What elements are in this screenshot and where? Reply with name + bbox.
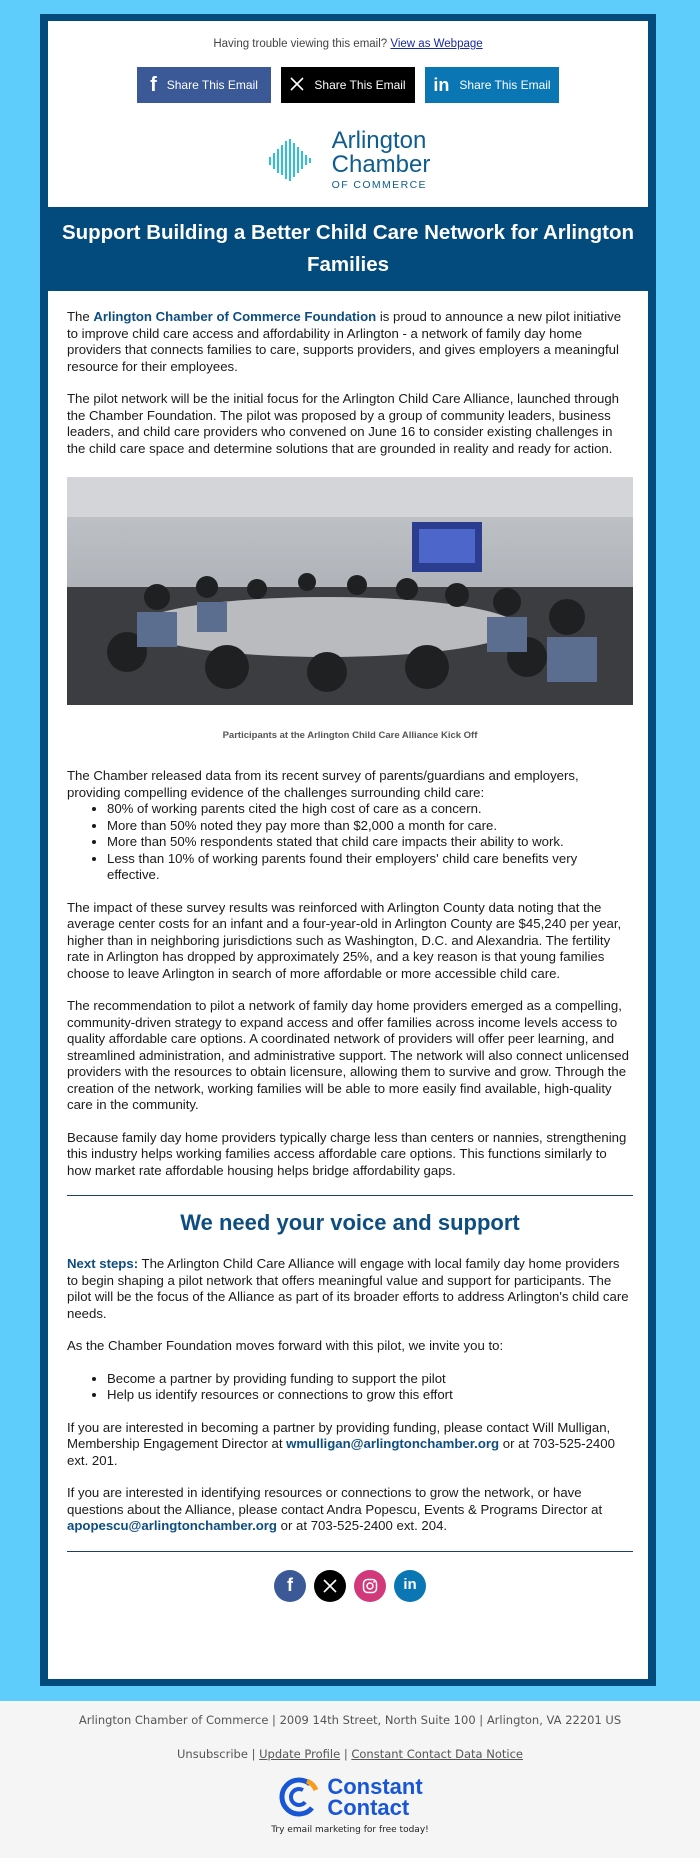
- list-item: • More than 50% noted they pay more than $2,000 a month for care.: [107, 818, 633, 835]
- update-profile-link[interactable]: Update Profile: [259, 1747, 341, 1761]
- data-notice-link[interactable]: Constant Contact Data Notice: [351, 1747, 523, 1761]
- share-facebook-button[interactable]: [137, 67, 271, 103]
- headline-title: Support Building a Better Child Care Network for Arlington Families: [61, 221, 635, 276]
- arlington-chamber-logo: [48, 127, 648, 193]
- facebook-icon: f: [150, 73, 157, 96]
- share-linkedin-label: Share This Email: [459, 78, 551, 92]
- divider: [67, 1195, 633, 1196]
- intro-paragraph: The Arlington Chamber of Commerce Foundation is proud to announce a new pilot initiative to improve child care access and affordability in Arlington - a network of family day home providers that connects families to care, supports providers, and gives employers a meaningful resource for their employees.: [67, 309, 622, 374]
- list-item: • Become a partner by providing funding to support the pilot: [107, 1371, 633, 1388]
- survey-list: [67, 801, 633, 884]
- apopescu-email-link[interactable]: apopescu@arlingtonchamber.org: [67, 1518, 277, 1533]
- share-x-label: Share This Email: [314, 78, 406, 92]
- unsubscribe-link[interactable]: Unsubscribe: [177, 1747, 248, 1761]
- invite-paragraph: As the Chamber Foundation moves forward with this pilot, we invite you to:: [67, 1338, 504, 1353]
- survey-paragraph: The Chamber released data from its recent survey of parents/guardians and employers, providing compelling evidence of the challenges surrounding child care:: [67, 768, 579, 800]
- list-item: • Help us identify resources or connections to grow this effort: [107, 1387, 633, 1404]
- footer-links: Unsubscribe | Update Profile | Constant Contact Data Notice: [177, 1747, 523, 1761]
- divider: [67, 1551, 633, 1552]
- invite-list: [67, 1371, 633, 1404]
- social-links: [67, 1570, 633, 1602]
- county-data-paragraph: The impact of these survey results was reinforced with Arlington County data noting that the average center costs for an infant and a four-year-old in Arlington County are $45,240 per year, higher than in neighboring jurisdictions such as Washington, D.C. and Alexandria. The fertility rate in Arlington has dropped by approximately 25%, and a key reason is that young families choose to leave Arlington in search of more affordable or more accessible child care.: [67, 899, 622, 981]
- list-item: • Less than 10% of working parents found their employers' child care benefits very effective.: [107, 851, 633, 884]
- event-photo: [67, 477, 633, 705]
- x-icon[interactable]: [314, 1570, 346, 1602]
- share-linkedin-button[interactable]: [425, 67, 559, 103]
- trouble-viewing-line: [48, 38, 648, 50]
- resources-contact-paragraph: If you are interested in identifying resources or connections to grow the network, or have questions about the Alliance, please contact Andra Popescu, Events & Programs Director at apopescu@arlingtonchamber.org or at 703-525-2400 ext. 204.: [67, 1485, 603, 1533]
- footer-address: Arlington Chamber of Commerce | 2009 14th Street, North Suite 100 | Arlington, VA 22201 US: [78, 1713, 622, 1727]
- wmulligan-email-link[interactable]: wmulligan@arlingtonchamber.org: [286, 1436, 500, 1451]
- foundation-link[interactable]: Arlington Chamber of Commerce Foundation: [93, 309, 377, 324]
- email-frame: [40, 14, 656, 1686]
- linkedin-icon[interactable]: in: [394, 1570, 426, 1602]
- footer: [0, 1701, 700, 1858]
- view-as-webpage-link[interactable]: View as Webpage: [390, 38, 483, 50]
- logo-wordmark: Arlington Chamber OF COMMERCE: [331, 127, 431, 192]
- share-x-button[interactable]: [281, 67, 415, 103]
- list-item: • 80% of working parents cited the high cost of care as a concern.: [107, 801, 633, 818]
- next-steps-paragraph: Next steps: The Arlington Child Care Alliance will engage with local family day home providers to begin shaping a pilot network that offers meaningful value and support for participants. The pilot will be the focus of the Alliance as part of its broader efforts to address Arlington's child care needs.: [67, 1256, 629, 1321]
- share-facebook-label: Share This Email: [166, 78, 258, 92]
- affordability-paragraph: Because family day home providers typically charge less than centers or nannies, strengthening this industry helps working families access affordable care options. This functions similarly to how market rate affordable housing helps bridge affordability gaps.: [67, 1129, 627, 1178]
- constant-contact-tagline[interactable]: Try email marketing for free today!: [271, 1825, 429, 1835]
- section-heading: We need your voice and support: [180, 1210, 520, 1235]
- instagram-icon[interactable]: [354, 1570, 386, 1602]
- x-icon: [290, 77, 304, 94]
- chamber-logo-mark-icon: [266, 135, 322, 185]
- linkedin-icon: in: [433, 74, 450, 95]
- list-item: • More than 50% respondents stated that child care impacts their ability to work.: [107, 834, 633, 851]
- constant-contact-logo[interactable]: [0, 1775, 700, 1819]
- facebook-icon[interactable]: f: [274, 1570, 306, 1602]
- trouble-text: Having trouble viewing this email?: [213, 38, 388, 50]
- photo-caption: Participants at the Arlington Child Care Alliance Kick Off: [222, 729, 478, 741]
- headline-banner: [48, 207, 648, 291]
- email-body: [48, 21, 648, 1679]
- partner-contact-paragraph: If you are interested in becoming a partner by providing funding, please contact Will Mulligan, Membership Engagement Director at wmulligan@arlingtonchamber.org or at 703-525-2400 ext. 201.: [67, 1419, 615, 1468]
- share-row: [48, 67, 648, 103]
- main-content: [67, 309, 633, 1602]
- constant-contact-mark-icon: [277, 1775, 321, 1819]
- recommendation-paragraph: The recommendation to pilot a network of family day home providers emerged as a compelling, community-driven strategy to expand access and offer families across income levels access to quality affordable care options. A coordinated network of providers will offer peer learning, and streamlined administration, and administrative support. The network will also connect unlicensed providers with the resources to obtain licensure, allowing them to survive and grow. Through the creation of the network, working families will be able to more easily find available, high-quality care in the community.: [67, 998, 629, 1112]
- pilot-paragraph: The pilot network will be the initial focus for the Arlington Child Care Alliance, launched through the Chamber Foundation. The pilot was proposed by a group of community leaders, business leaders, and child care providers who convened on June 16 to consider existing challenges in the child care space and determine solutions that are grounded in reality and ready for action.: [67, 391, 619, 456]
- constant-contact-wordmark: Constant Contact: [327, 1774, 423, 1820]
